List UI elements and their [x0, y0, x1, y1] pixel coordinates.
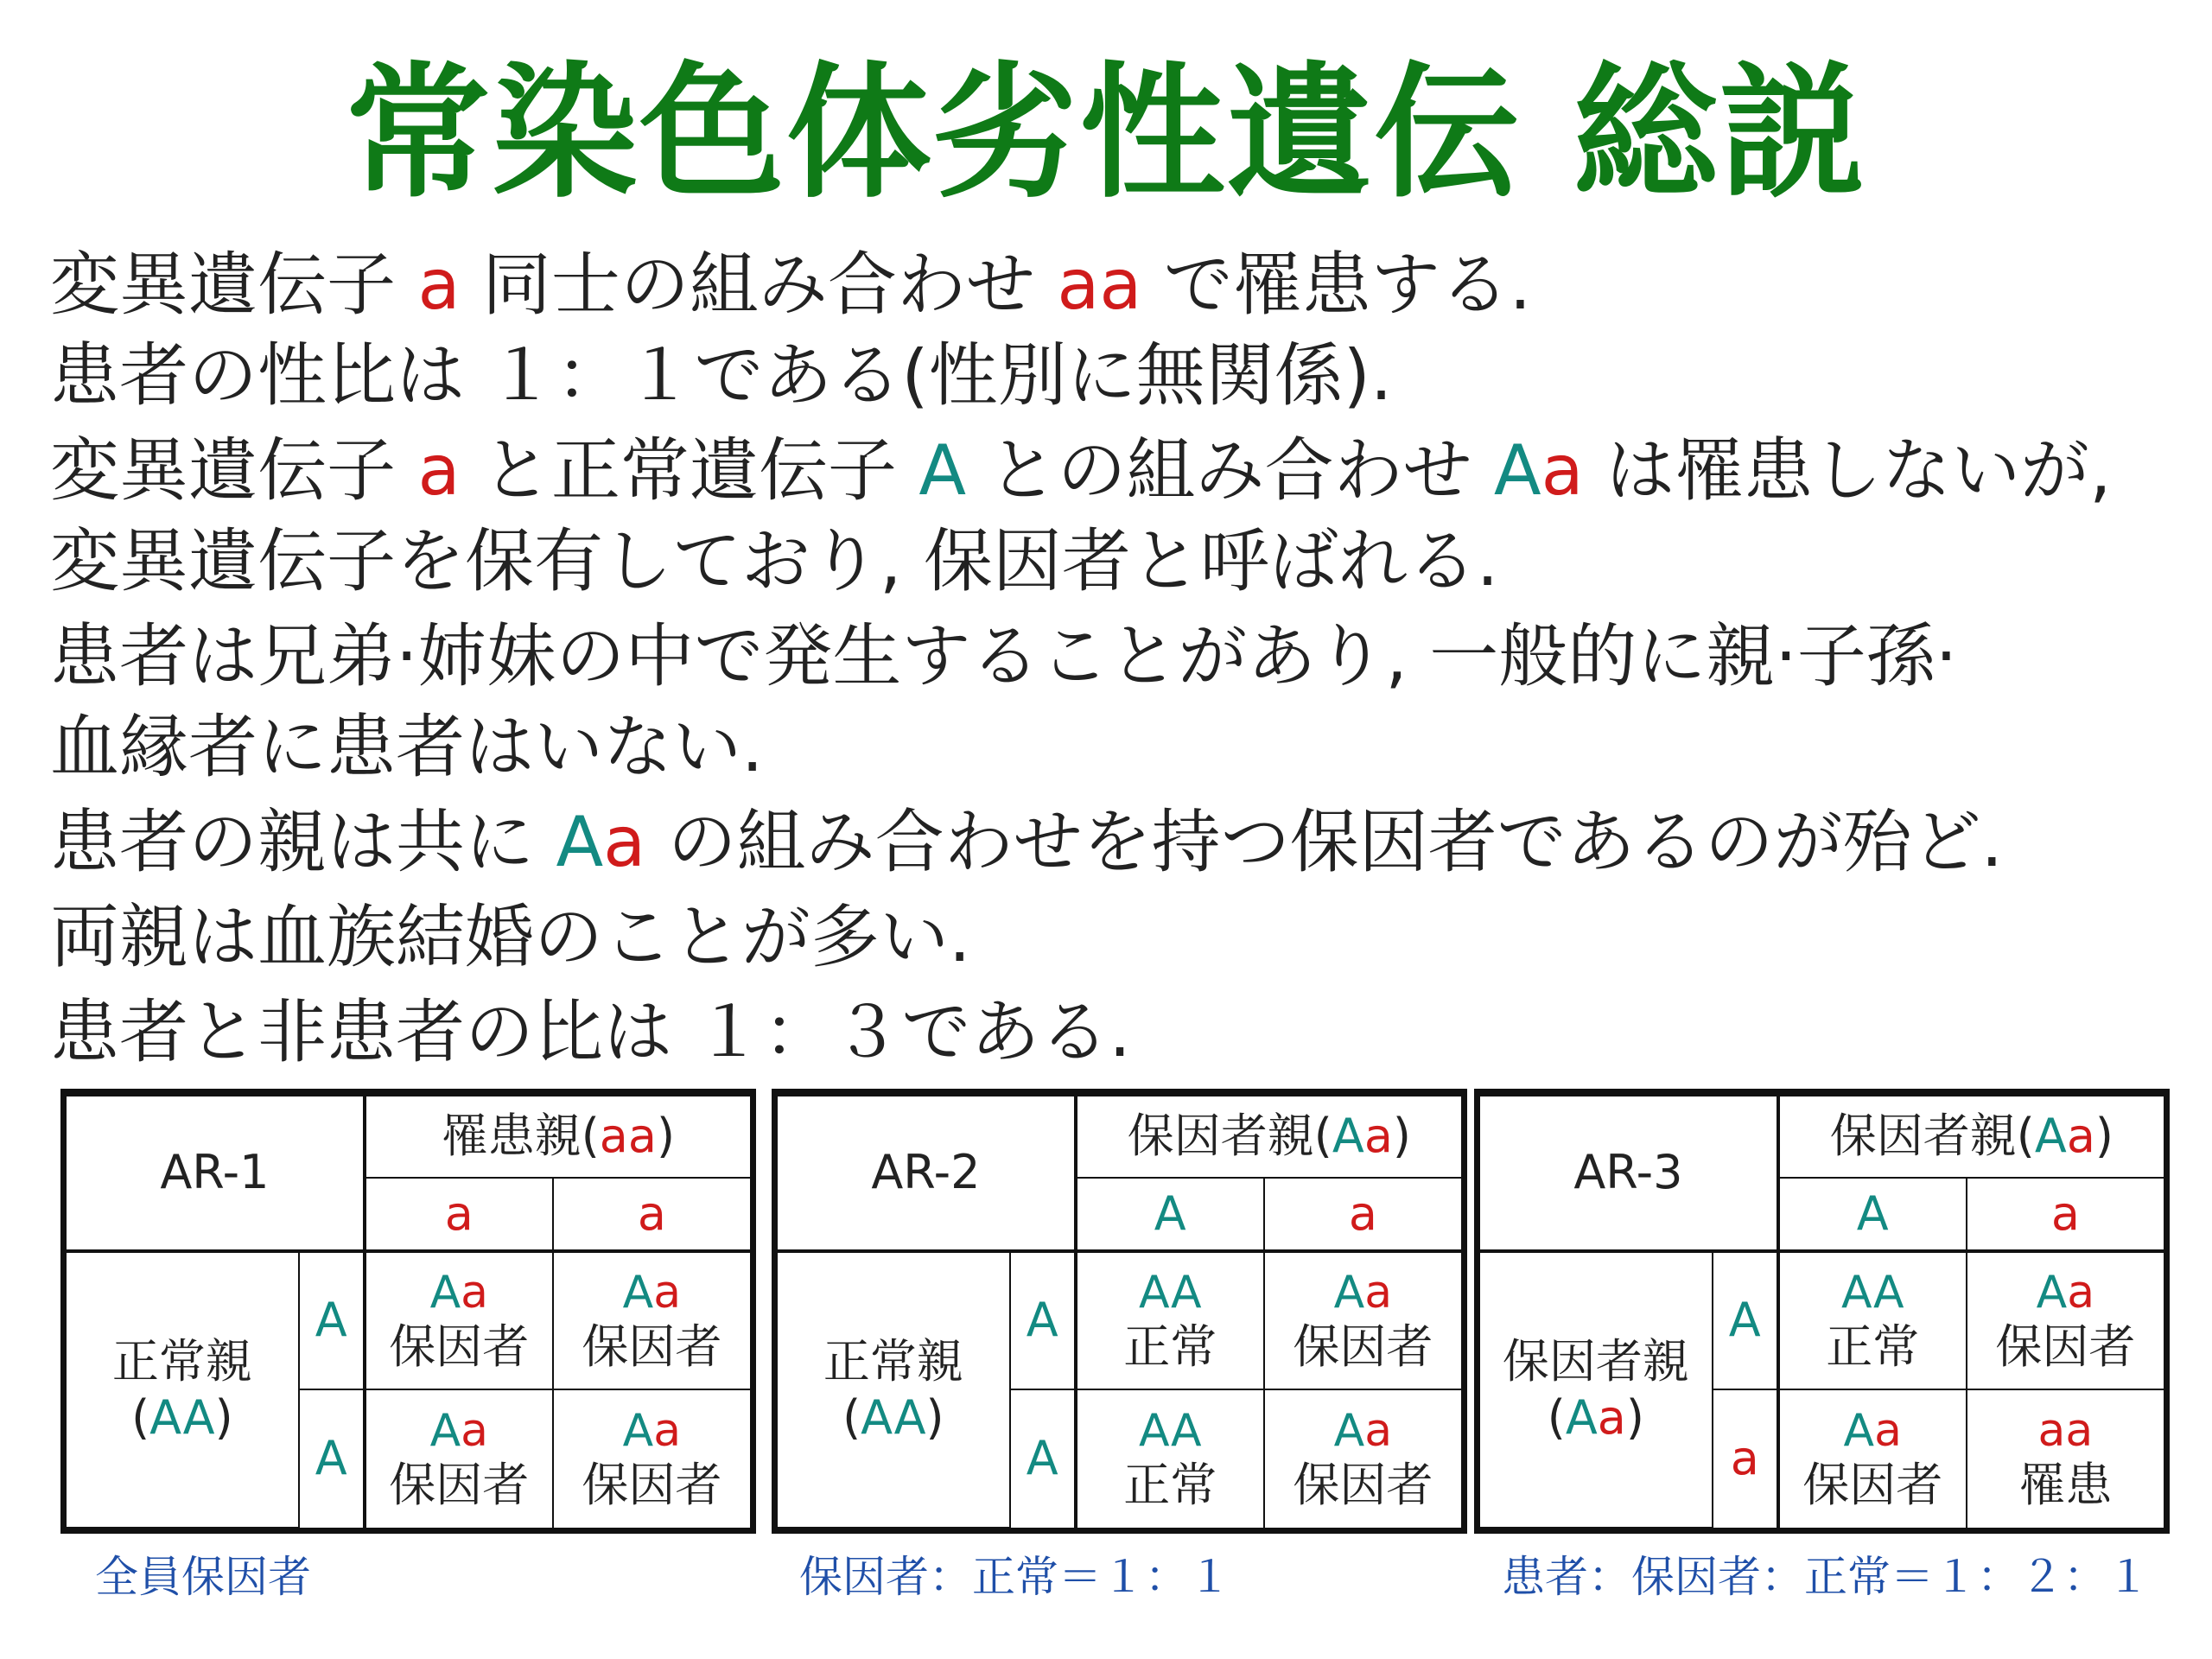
offspring-genotype	[1967, 1404, 2164, 1458]
offspring-status: 罹患	[2018, 1458, 2113, 1513]
row-allele-part: A	[315, 1293, 347, 1348]
row-parent-genotype-part: (	[1547, 1389, 1566, 1445]
row-allele	[1010, 1389, 1076, 1528]
description-line	[50, 521, 1499, 601]
offspring-cell	[365, 1251, 553, 1389]
column-allele-part: A	[1154, 1185, 1186, 1241]
description-line	[50, 802, 2004, 882]
description-line-part: A	[918, 430, 967, 511]
column-parent-part: 保因者親(	[1829, 1109, 2035, 1164]
row-allele	[1713, 1389, 1778, 1528]
offspring-status: 保因者	[1802, 1458, 1943, 1513]
table-label: AR-3	[1480, 1096, 1778, 1251]
description-line	[50, 430, 2112, 511]
offspring-cell	[1778, 1251, 1967, 1389]
description-line	[50, 245, 1532, 325]
offspring-genotype-part: AA	[1138, 1404, 1202, 1457]
row-parent-genotype	[1480, 1390, 1712, 1446]
offspring-genotype-part: AA	[1138, 1266, 1202, 1319]
offspring-cell	[553, 1251, 750, 1389]
description-line-part: 同士の組み合わせ	[460, 245, 1058, 325]
offspring-cell	[1076, 1389, 1264, 1528]
offspring-genotype-part: a	[1364, 1266, 1393, 1319]
description-line-part: 患者の親は共に	[50, 802, 556, 882]
offspring-genotype-part: a	[653, 1266, 682, 1319]
row-parent-genotype	[778, 1390, 1009, 1446]
description-line-part: a	[1541, 430, 1584, 511]
row-parent-name: 正常親	[823, 1333, 963, 1389]
offspring-status: 保因者	[582, 1458, 722, 1513]
row-allele	[299, 1251, 365, 1389]
row-parent-genotype-part: )	[214, 1389, 233, 1445]
column-parent-part: aa	[599, 1109, 657, 1164]
row-parent-genotype-part: a	[1597, 1389, 1626, 1445]
description-line-part: 変異遺伝子	[50, 430, 418, 511]
offspring-genotype	[1077, 1404, 1263, 1458]
column-parent-part: 保因者親(	[1127, 1109, 1332, 1164]
column-parent-part: )	[656, 1109, 676, 1164]
offspring-genotype-part: A	[1333, 1266, 1365, 1319]
offspring-status: 正常	[1123, 1319, 1217, 1375]
offspring-status: 保因者	[1293, 1319, 1433, 1375]
column-allele	[1264, 1178, 1461, 1251]
offspring-genotype-part: A	[429, 1404, 461, 1457]
column-allele	[553, 1178, 750, 1251]
offspring-genotype	[1967, 1266, 2164, 1319]
offspring-cell	[365, 1389, 553, 1528]
row-allele-part: A	[1728, 1293, 1761, 1348]
offspring-genotype	[1077, 1266, 1263, 1319]
description-line-part: との組み合わせ	[966, 430, 1494, 511]
row-allele	[299, 1389, 365, 1528]
row-allele-part: A	[1026, 1431, 1058, 1486]
row-parent-genotype-part: )	[925, 1389, 944, 1445]
table-label: AR-1	[67, 1096, 365, 1251]
column-parent-part: a	[1363, 1109, 1393, 1164]
offspring-status: 正常	[1826, 1319, 1920, 1375]
description-line-part: A	[556, 802, 604, 882]
description-line-part: 変異遺伝子	[50, 245, 418, 325]
description-line-part: a	[417, 245, 461, 325]
column-allele	[1778, 1178, 1967, 1251]
offspring-genotype-part: A	[429, 1266, 461, 1319]
row-allele-part: A	[1026, 1293, 1058, 1348]
offspring-genotype-part: aa	[2037, 1404, 2094, 1457]
column-parent-part: A	[2034, 1109, 2067, 1164]
table-caption: 保因者：正常＝１：１	[799, 1552, 1231, 1602]
row-parent-genotype-part: AA	[861, 1389, 926, 1445]
offspring-genotype-part: a	[1364, 1404, 1393, 1457]
offspring-cell	[1967, 1389, 2164, 1528]
description-line-part: で罹患する.	[1141, 245, 1532, 325]
punnett-table	[772, 1089, 1467, 1534]
offspring-status: 正常	[1123, 1458, 1217, 1513]
description-line-part: a	[603, 802, 646, 882]
description-line-part: aa	[1057, 245, 1142, 325]
offspring-genotype-part: AA	[1840, 1266, 1904, 1319]
description-line-part: の組み合わせを持つ保因者であるのが殆ど.	[645, 802, 2004, 882]
row-allele	[1010, 1251, 1076, 1389]
description-line-part: と正常遺伝子	[460, 430, 919, 511]
column-parent-part: 罹患親(	[441, 1109, 600, 1164]
offspring-cell	[1967, 1251, 2164, 1389]
column-parent-header	[1076, 1096, 1461, 1178]
description-line-part: 血縁者に患者はいない.	[50, 707, 764, 787]
row-allele-part: A	[315, 1431, 347, 1486]
offspring-genotype	[554, 1404, 750, 1458]
row-parent-genotype	[67, 1390, 298, 1446]
description-line	[50, 335, 1393, 416]
offspring-cell	[1264, 1251, 1461, 1389]
table-caption: 患者：保因者：正常＝１：２：１	[1502, 1552, 2150, 1602]
description-line-part: 患者の性比は １：１である(性別に無関係).	[50, 335, 1393, 416]
offspring-genotype-part: A	[2036, 1266, 2068, 1319]
punnett-table	[1474, 1089, 2170, 1534]
description-line	[50, 616, 1958, 696]
column-allele-part: a	[637, 1185, 666, 1241]
punnett-table	[60, 1089, 756, 1534]
offspring-cell	[553, 1389, 750, 1528]
column-allele	[1967, 1178, 2164, 1251]
description-line-part: A	[1493, 430, 1541, 511]
description-line	[50, 992, 1131, 1072]
row-parent-genotype-part: )	[1625, 1389, 1644, 1445]
row-parent-header	[778, 1251, 1010, 1528]
offspring-genotype-part: a	[461, 1266, 489, 1319]
offspring-genotype-part: a	[1874, 1404, 1902, 1457]
offspring-cell	[1264, 1389, 1461, 1528]
column-allele-part: a	[444, 1185, 474, 1241]
offspring-status: 保因者	[582, 1319, 722, 1375]
column-parent-part: )	[2094, 1109, 2113, 1164]
row-allele	[1713, 1251, 1778, 1389]
table-caption: 全員保因者	[95, 1552, 311, 1602]
column-allele	[365, 1178, 553, 1251]
description-line-part: a	[417, 430, 461, 511]
column-allele-part: A	[1856, 1185, 1889, 1241]
offspring-genotype-part: a	[653, 1404, 682, 1457]
offspring-genotype-part: a	[2067, 1266, 2095, 1319]
offspring-genotype-part: A	[622, 1404, 654, 1457]
description-line	[50, 707, 764, 787]
offspring-genotype-part: A	[1843, 1404, 1875, 1457]
column-parent-header	[365, 1096, 750, 1178]
description-line-part: 患者と非患者の比は １：３である.	[50, 992, 1131, 1072]
offspring-status: 保因者	[1995, 1319, 2136, 1375]
description-line-part: 患者は兄弟·姉妹の中で発生することがあり, 一般的に親·子孫·	[50, 616, 1958, 696]
offspring-cell	[1076, 1251, 1264, 1389]
offspring-genotype-part: A	[1333, 1404, 1365, 1457]
table-label: AR-2	[778, 1096, 1076, 1251]
description-line-part: は罹患しないが,	[1583, 430, 2112, 511]
offspring-genotype	[1780, 1266, 1966, 1319]
column-allele	[1076, 1178, 1264, 1251]
offspring-genotype	[366, 1266, 552, 1319]
row-parent-header	[67, 1251, 299, 1528]
row-parent-name: 正常親	[111, 1333, 252, 1389]
row-allele-part: a	[1730, 1431, 1759, 1486]
column-parent-header	[1778, 1096, 2164, 1178]
offspring-genotype	[554, 1266, 750, 1319]
column-parent-part: a	[2066, 1109, 2095, 1164]
description-line-part: 変異遺伝子を保有しており, 保因者と呼ばれる.	[50, 521, 1499, 601]
column-allele-part: a	[2050, 1185, 2080, 1241]
column-parent-part: A	[1332, 1109, 1364, 1164]
row-parent-genotype-part: AA	[149, 1389, 215, 1445]
offspring-genotype-part: A	[622, 1266, 654, 1319]
offspring-status: 保因者	[389, 1319, 530, 1375]
offspring-genotype	[1780, 1404, 1966, 1458]
offspring-status: 保因者	[1293, 1458, 1433, 1513]
row-parent-genotype-part: (	[842, 1389, 861, 1445]
row-parent-name: 保因者親	[1502, 1333, 1689, 1389]
offspring-status: 保因者	[389, 1458, 530, 1513]
description-line	[50, 897, 971, 977]
column-parent-part: )	[1392, 1109, 1411, 1164]
description-line-part: 両親は血族結婚のことが多い.	[50, 897, 971, 977]
row-parent-genotype-part: (	[131, 1389, 150, 1445]
column-allele-part: a	[1348, 1185, 1377, 1241]
page-title: 常染色体劣性遺伝 総説	[345, 48, 1867, 218]
offspring-genotype	[1265, 1404, 1461, 1458]
offspring-genotype-part: a	[461, 1404, 489, 1457]
row-parent-genotype-part: A	[1565, 1389, 1598, 1445]
offspring-cell	[1778, 1389, 1967, 1528]
row-parent-header	[1480, 1251, 1713, 1528]
offspring-genotype	[1265, 1266, 1461, 1319]
offspring-genotype	[366, 1404, 552, 1458]
